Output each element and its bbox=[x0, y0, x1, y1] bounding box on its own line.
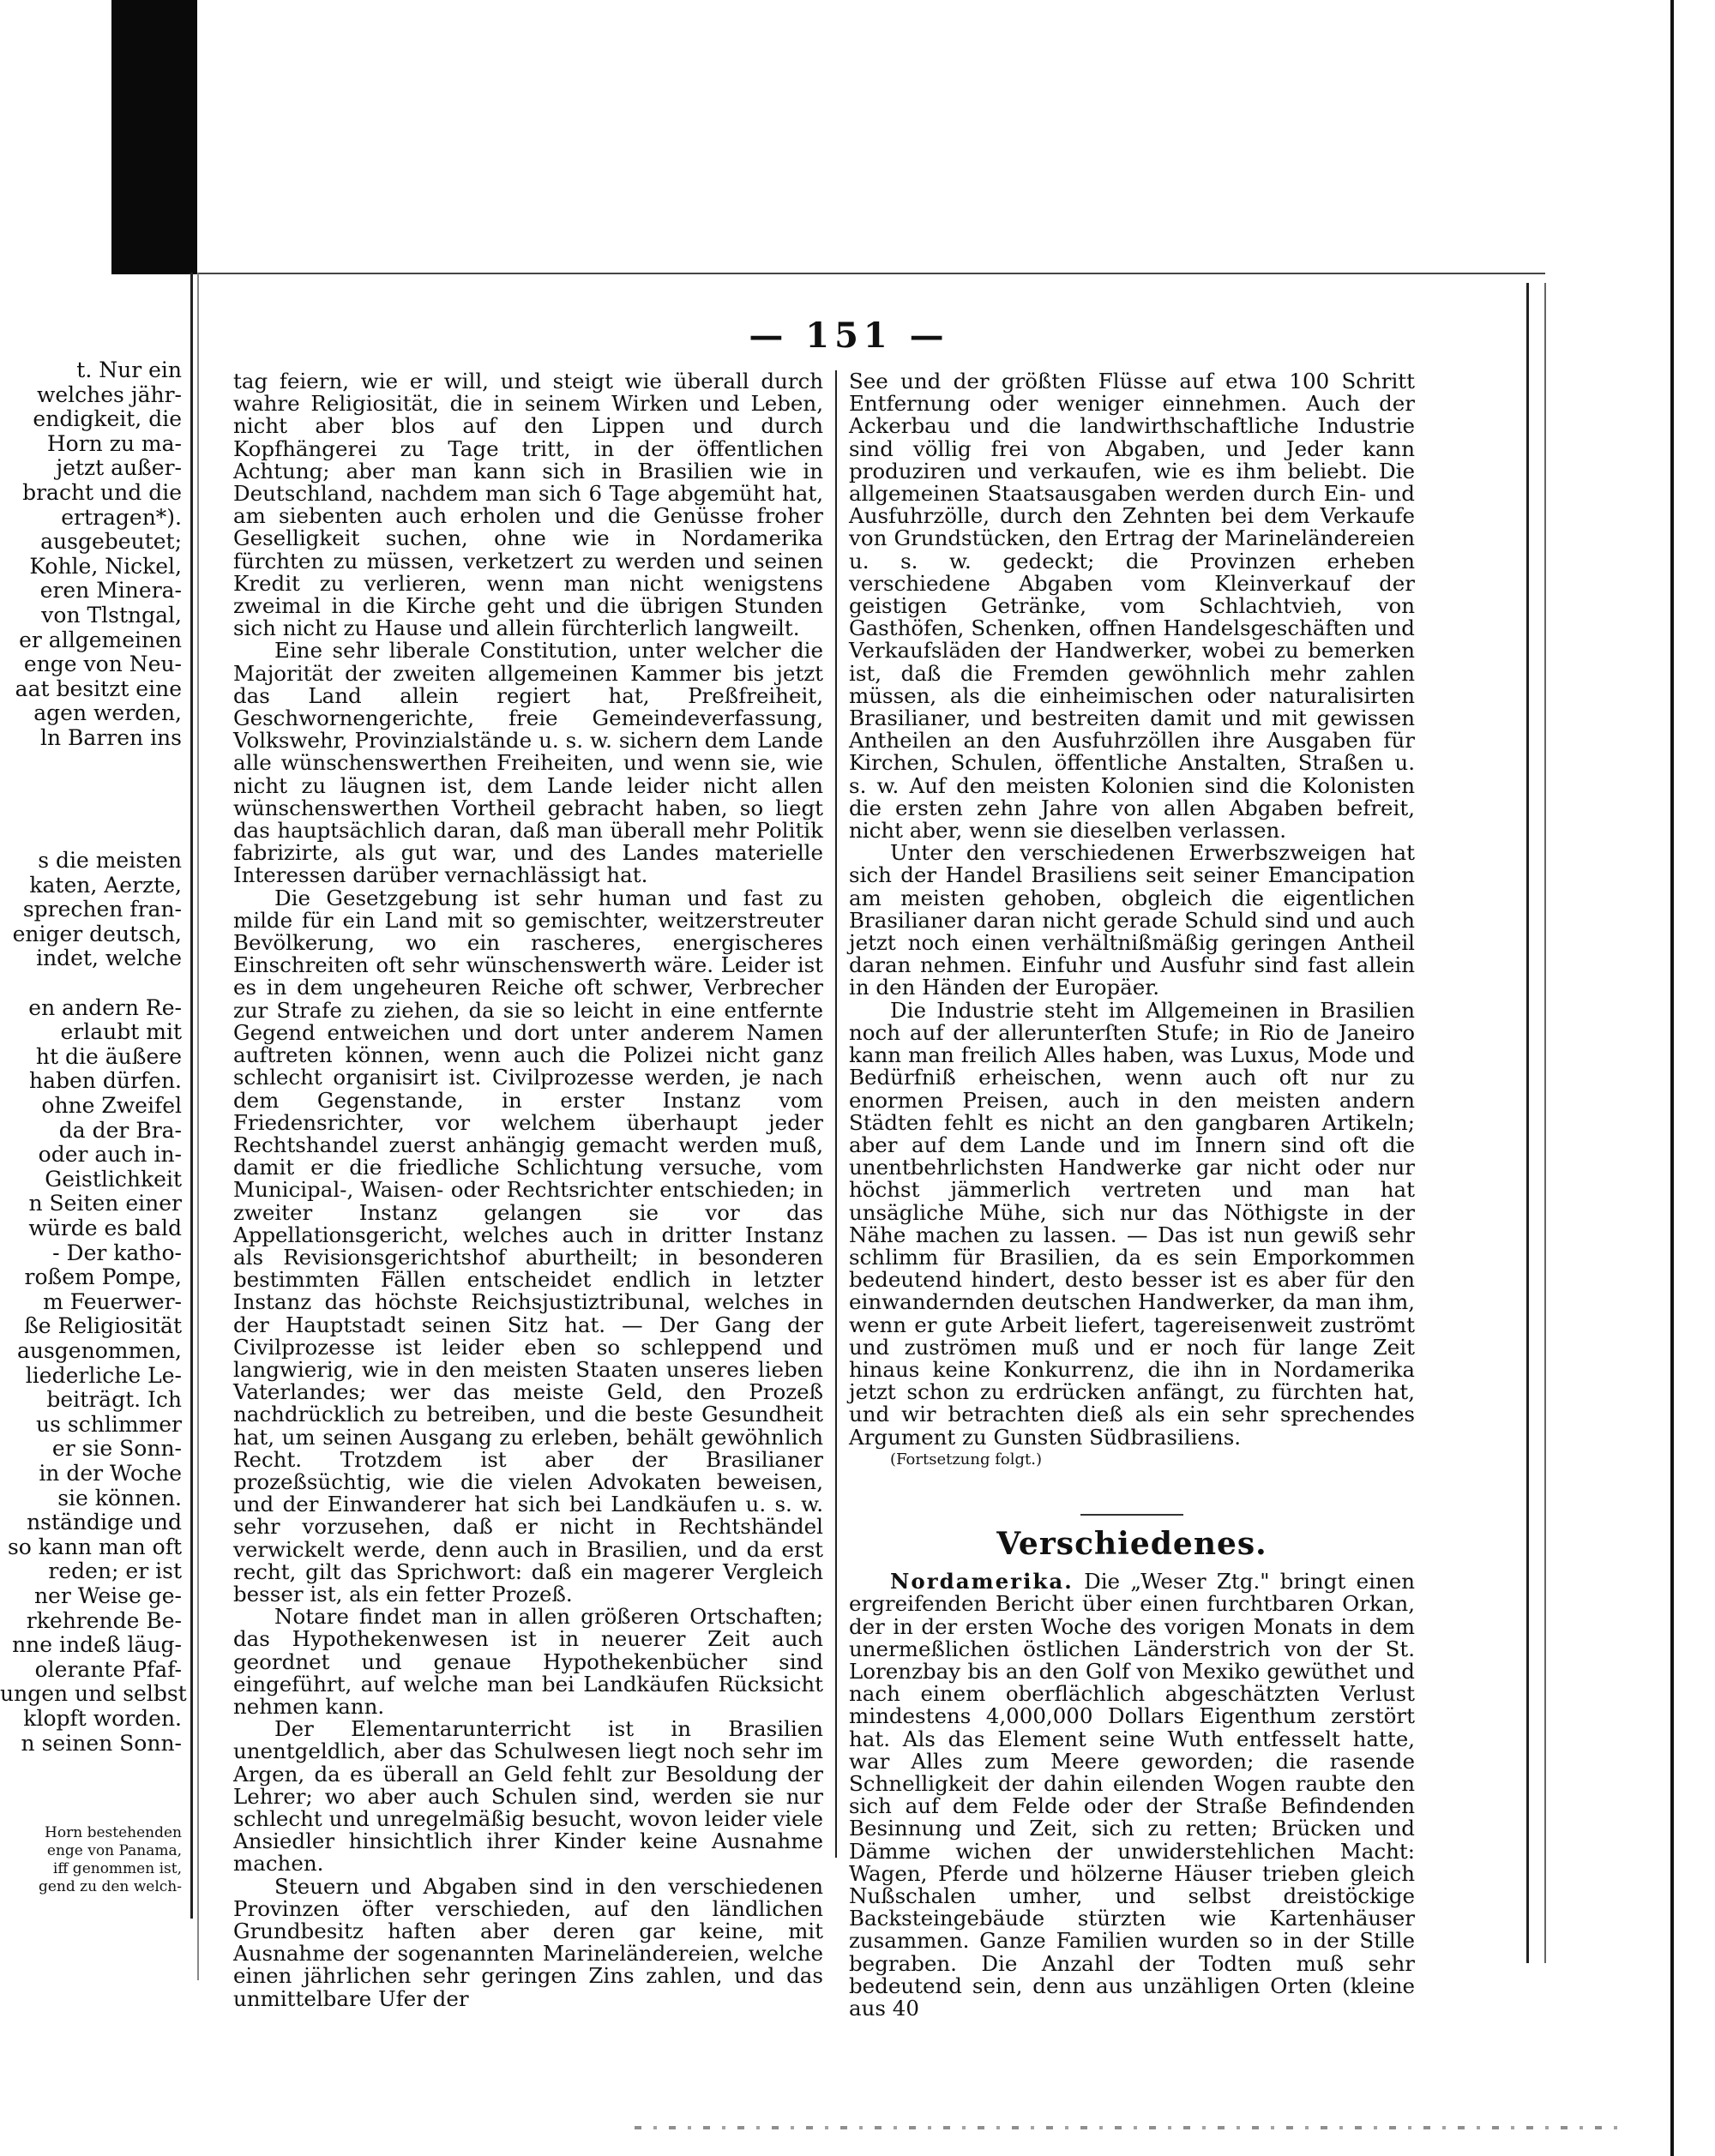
facing-page-line: olerante Pfaf- bbox=[34, 1656, 182, 1682]
facing-page-line: Horn zu ma- bbox=[46, 430, 182, 456]
facing-page-line: oder auch in- bbox=[38, 1142, 182, 1168]
facing-page-line: da der Bra- bbox=[58, 1117, 182, 1143]
facing-page-line: er sie Sonn- bbox=[51, 1436, 182, 1462]
paragraph: Steuern und Abgaben sind in den verschiedenen Provinzen öfter verschieden, auf den ländlichen Grundbesitz haften aber deren gar keine, mit Ausnahme der sogenannten Marineländereien, welche einen jährlichen sehr geringen Zins zahlen, und das unmittelbare Ufer der bbox=[233, 1873, 823, 2011]
facing-page-line: liederliche Le- bbox=[25, 1362, 182, 1388]
facing-page-line: in der Woche bbox=[39, 1461, 182, 1486]
scan-edge-line bbox=[1670, 0, 1674, 2156]
facing-page-line: nne indeß läug- bbox=[12, 1632, 182, 1658]
facing-page-line: klopft worden. bbox=[23, 1706, 182, 1731]
facing-page-line: Geistlichkeit bbox=[45, 1166, 182, 1192]
paragraph: Eine sehr liberale Constitution, unter welcher die Majorität der zweiten allgemeinen Kammer bis jetzt das Land allein regiert hat, Preßfreiheit, Geschwornengerichte, freie Gemeindeverfassung, Volkswehr, Provinzialstände u. s. w. sichern dem Lande alle wünschenswerthen Freiheiten, und wenn sie, wie nicht zu läugnen ist, dem Lande leider nicht allen wünschenswerthen Vortheil gebracht haben, so liegt das hauptsächlich daran, daß man überall mehr Politik fabrizirte, als gut war, und des Landes materielle Interessen darüber vernachlässigt hat. bbox=[233, 638, 823, 888]
facing-page-line: eniger deutsch, bbox=[12, 921, 182, 946]
section-rule bbox=[1080, 1514, 1183, 1516]
scan-artifact bbox=[635, 2126, 1621, 2129]
facing-page-line: von Tlstngal, bbox=[41, 603, 182, 628]
facing-footnote-line: Horn bestehenden bbox=[45, 1824, 182, 1841]
facing-page-line: roßem Pompe, bbox=[24, 1264, 182, 1290]
facing-page-line: sie können. bbox=[57, 1485, 182, 1510]
facing-page-line: ner Weise ge- bbox=[33, 1583, 182, 1608]
facing-footnote-line: enge von Panama, bbox=[46, 1842, 182, 1859]
column-divider bbox=[835, 370, 837, 1858]
facing-page-line: en andern Re- bbox=[28, 994, 182, 1020]
facing-page-line: rkehrende Be- bbox=[26, 1607, 182, 1633]
section-heading: Verschiedenes. bbox=[996, 1525, 1267, 1562]
facing-page-line: ungen und selbst bbox=[0, 1681, 187, 1707]
facing-page-line: ße Religiosität bbox=[24, 1313, 182, 1339]
paragraph: tag feiern, wie er will, und steigt wie überall durch wahre Religiosität, die in seinem Wirken und Leben, nicht aber blos auf den Lippen und durch Kopfhängerei zu Tage tritt, in der öffentlichen Achtung; aber man kann sich in Brasilien wie in Deutschland, nachdem man sich 6 Tage abgemüht hat, am siebenten auch erholen und die Genüsse froher Geselligkeit suchen, ohne wie in Nordamerika fürchten zu müssen, verketzert zu werden und seinen Kredit zu verlieren, wenn man nicht wenigstens zweimal in die Kirche geht und die übrigen Stunden sich nicht zu Hause und allein fürchterlich langweilt. bbox=[233, 369, 823, 641]
facing-page-line: ertragen*). bbox=[61, 504, 182, 530]
continued-note: (Fortsetzung folgt.) bbox=[890, 1450, 1042, 1468]
facing-page-line: n Seiten einer bbox=[28, 1191, 182, 1216]
paragraph: Unter den verschiedenen Erwerbszweigen hat sich der Handel Brasiliens seit seiner Emancipation am meisten gehoben, obgleich die eigentlichen Brasilianer daran nicht gerade Schuld sind und auch jetzt noch einen verhältnißmäßig geringen Antheil daran nehmen. Einfuhr und Ausfuhr sind fast allein in den Händen der Europäer. bbox=[849, 840, 1415, 1000]
paragraph: See und der größten Flüsse auf etwa 100 Schritt Entfernung oder weniger einnehmen. Auch der Ackerbau und die landwirthschaftliche Industrie sind völlig frei von Abgaben, und Jeder kann produziren und verkaufen, wie es ihm beliebt. Die allgemeinen Staatsausgaben werden durch Ein- und Ausfuhrzölle, durch den Zehnten bei dem Verkaufe von Grundstücken, den Ertrag der Marineländereien u. s. w. gedeckt; die Provinzen erheben verschiedene Abgaben vom Kleinverkauf der geistigen Getränke, vom Schlachtvieh, von Gasthöfen, Schenken, offnen Handelsgeschäften und Verkaufsläden der Handwerker, wobei zu bemerken ist, daß die Fremden gewöhnlich mehr zahlen müssen, als die einheimischen oder naturalisirten Brasilianer, und bestreiten damit und mit gewissen Antheilen an den Ausfuhrzöllen ihre Ausgaben für Kirchen, Schulen, öffentliche Anstalten, Straßen u. s. w. Auf den meisten Kolonien sind die Kolonisten die ersten zehn Jahre von allen Abgaben befreit, nicht aber, wenn sie dieselben verlassen. bbox=[849, 369, 1415, 844]
facing-page-line: haben dürfen. bbox=[28, 1068, 182, 1094]
facing-page-line: reden; er ist bbox=[48, 1558, 182, 1584]
facing-page-line: katen, Aerzte, bbox=[29, 872, 182, 898]
facing-page-line: bracht und die bbox=[22, 480, 182, 505]
facing-footnote-line: iff genommen ist, bbox=[52, 1860, 182, 1877]
paragraph: Die Gesetzgebung ist sehr human und fast zu milde für ein Land mit so gemischter, weitzerstreuter Bevölkerung, wo ein rascheres, energischeres Einschreiten oft sehr wünschenswerth wäre. Leider ist es in dem ungeheuren Reiche oft schwer, Verbrecher zur Strafe zu ziehen, da sie so leicht in eine entfernte Gegend entweichen und dort unter anderem Namen auftreten können, wenn auch die Polizei nicht ganz schlecht organisirt ist. Civilprozesse werden, je nach dem Gegenstande, in erster Instanz vom Friedensrichter, vor welchem überhaupt jeder Rechtshandel zuerst anhängig gemacht werden muß, damit er die friedliche Schlichtung versuche, vom Municipal-, Waisen- oder Rechtsrichter entschieden; in zweiter Instanz gelangen sie vor das Appellationsgericht, welches auch in dritter Instanz als Revisionsgerichtshof aburtheilt; in besonderen bestimmten Fällen entscheidet endlich in letzter Instanz das höchste Reichsjustiztribunal, welches in der Hauptstadt seinen Sitz hat. — Der Gang der Civilprozesse ist leider eben so schleppend und langwierig, wie in den meisten Staaten unseres lieben Vaterlandes; wer das meiste Geld, den Prozeß nachdrücklich zu betreiben, und die beste Gesundheit hat, um seinen Ausgang zu erleben, behält gewöhnlich Recht. Trotzdem ist aber der Brasilianer prozeßsüchtig, wie die vielen Advokaten beweisen, und der Einwanderer hat sich bei Landkäufen u. s. w. sehr vorzusehen, daß er nicht in Rechtshändel verwickelt werde, denn auch in Brasilien, und da erst recht, gilt das Sprichwort: daß ein magerer Vergleich besser ist, als ein fetter Prozeß. bbox=[233, 885, 823, 1606]
facing-page-line: erlaubt mit bbox=[60, 1019, 182, 1045]
facing-page-line: ausgebeutet; bbox=[40, 529, 182, 555]
facing-page-line: Kohle, Nickel, bbox=[29, 553, 182, 579]
facing-footnote-line: gend zu den welch- bbox=[38, 1878, 182, 1895]
facing-page-fragment bbox=[0, 273, 193, 1919]
facing-page-line: endigkeit, die bbox=[33, 406, 182, 432]
facing-page-line: - Der katho- bbox=[52, 1240, 182, 1265]
facing-page-line: ln Barren ins bbox=[40, 725, 182, 750]
news-lead: Nordamerika. bbox=[890, 1569, 1074, 1594]
facing-page-line: so kann man oft bbox=[7, 1534, 182, 1559]
right-column bbox=[849, 370, 1415, 2020]
facing-page-line: sprechen fran- bbox=[22, 897, 182, 922]
news-item bbox=[849, 1570, 1415, 2020]
paragraph: Die Industrie steht im Allgemeinen in Brasilien noch auf der allerunterſten Stufe; in Rio de Janeiro kann man freilich Alles haben, was Luxus, Mode und Bedürfniß erheischen, wenn auch oft nur zu enormen Preisen, auch in den meisten andern Städten fehlt es nicht an den gangbaren Artikeln; aber auf dem Lande und im Innern sind oft die unentbehrlichsten Handwerke gar nicht oder nur höchst jämmerlich vertreten und man hat unsägliche Mühe, sich nur das Nöthigste in der Nähe machen zu lassen. — Das ist nun gewiß sehr schlimm für Brasilien, da es sein Emporkommen bedeutend hindert, desto besser ist es aber für den einwandernden deutschen Handwerker, da man ihm, wenn er gute Arbeit liefert, tagereisenweit zuströmt und zuströmen muß und er noch für lange Zeit hinaus keine Konkurrenz, die ihn in Nordamerika jetzt schon zu erdrücken anfängt, zu fürchten hat, und wir betrachten dieß als ein sehr sprechendes Argument zu Gunsten Südbrasiliens. bbox=[849, 997, 1415, 1450]
facing-page-line: s die meisten bbox=[38, 848, 182, 873]
facing-page-line: jetzt außer- bbox=[56, 455, 182, 481]
facing-page-line: ht die äußere bbox=[35, 1043, 182, 1069]
facing-page-line: t. Nur ein bbox=[76, 357, 182, 382]
facing-page-line: indet, welche bbox=[36, 946, 182, 971]
facing-page-line: er allgemeinen bbox=[19, 627, 182, 652]
facing-page-line: m Feuerwer- bbox=[43, 1288, 182, 1314]
facing-page-line: aat besitzt eine bbox=[15, 676, 182, 701]
facing-page-line: nständige und bbox=[27, 1510, 182, 1535]
facing-page-line: beiträgt. Ich bbox=[46, 1387, 182, 1413]
paragraph: Notare findet man in allen größeren Ortschaften; das Hypothekenwesen ist in neuerer Zeit auch geordnet und genaue Hypothekenbücher sind eingeführt, auf welche man bei Landkäufen Rücksicht nehmen kann. bbox=[233, 1604, 823, 1719]
facing-page-line: us schlimmer bbox=[36, 1411, 182, 1437]
facing-page-line: eren Minera- bbox=[39, 578, 182, 604]
paragraph: Der Elementarunterricht ist in Brasilien unentgeldlich, aber das Schulwesen liegt noch sehr im Argen, da es überall an Geld fehlt zur Besoldung der Lehrer; wo aber auch Schulen sind, werden sie nur schlecht und unregelmäßig besucht, wovon leider viele Ansiedler hinsichtlich ihrer Kinder keine Ausnahme machen. bbox=[233, 1716, 823, 1877]
scan-binding-shadow bbox=[111, 0, 197, 274]
page-stack-edge bbox=[1526, 283, 1546, 1963]
facing-page-line: n seinen Sonn- bbox=[21, 1730, 182, 1756]
facing-page-line: würde es bald bbox=[28, 1216, 182, 1240]
facing-page-line: ohne Zweifel bbox=[41, 1093, 182, 1118]
news-text: Die „Weser Ztg." bringt einen ergreifenden Bericht über einen furchtbaren Orkan, der in der ersten Woche des vorigen Monats in dem unermeßlichen östlichen Länderstrich von der St. Lorenzbay bis an den Golf von Mexiko gewüthet und nach einem oberflächlich abgeschätzten Verlust mindestens 4,000,000 Dollars Eigenthum zerstört hat. Als das Element seine Wuth entfesselt hatte, war Alles zum Meere geworden; die rasende Schnelligkeit der dahin eilenden Wogen raubte den sich auf dem Felde oder der Straße Befindenden Besinnung und Zeit, sich zu retten; Brücken und Dämme wichen der unwiderstehlichen Macht: Wagen, Pferde und hölzerne Häuser trieben gleich Nußschalen umher, und selbst dreistöckige Backsteingebäude stürzten wie Kartenhäuser zusammen. Ganze Familien wurden so in der Stille begraben. Die Anzahl der Todten muß sehr bedeutend sein, denn aus unzähligen Orten (kleine aus 40 bbox=[849, 1569, 1415, 2021]
left-column bbox=[233, 370, 823, 2010]
facing-page-line: ausgenommen, bbox=[16, 1338, 182, 1363]
facing-page-line: enge von Neu- bbox=[23, 652, 182, 677]
page-number: — 151 — bbox=[749, 315, 949, 356]
facing-page-line: welches jähr- bbox=[36, 381, 182, 407]
facing-page-line: agen werden, bbox=[33, 700, 182, 726]
